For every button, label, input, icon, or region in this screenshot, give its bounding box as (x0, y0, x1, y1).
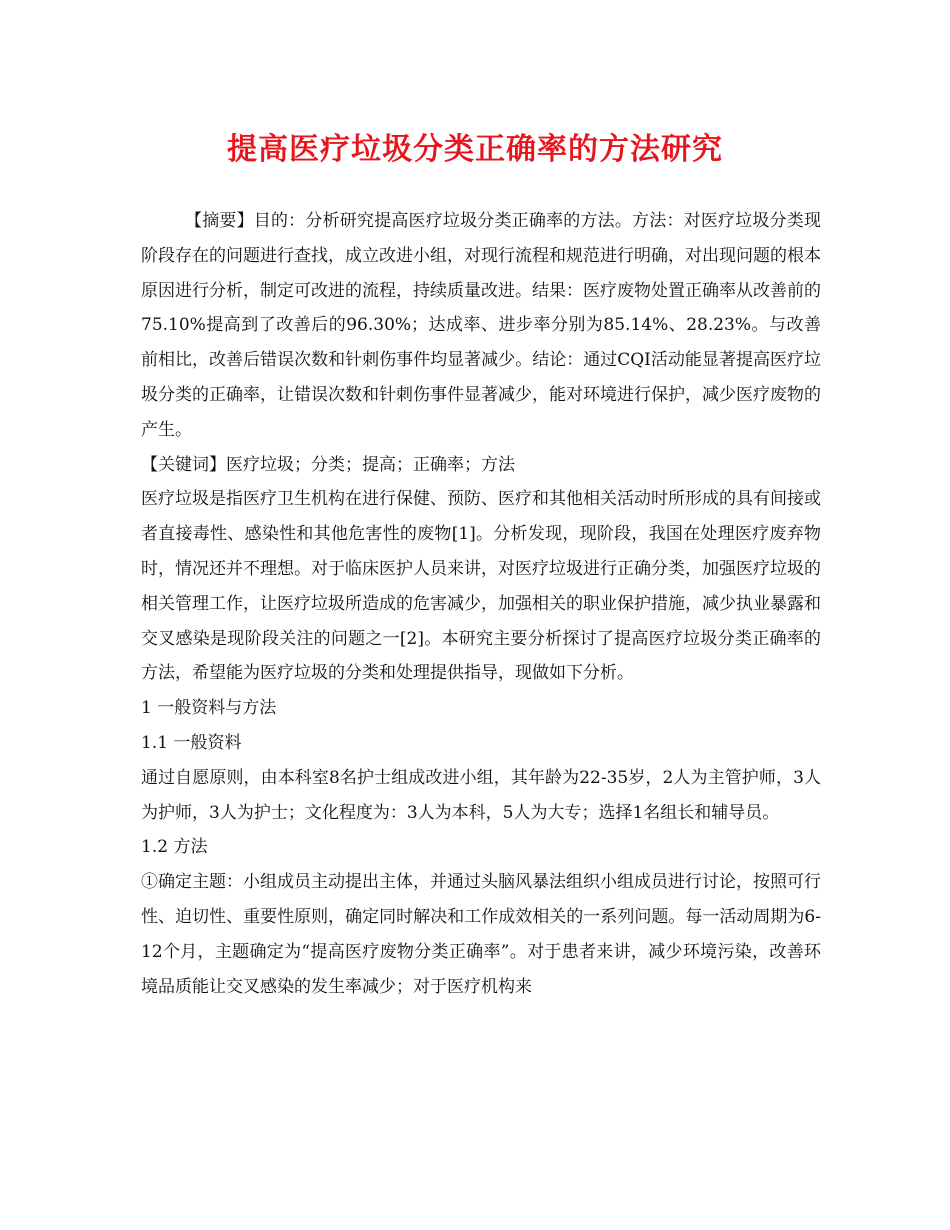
intro-paragraph: 医疗垃圾是指医疗卫生机构在进行保健、预防、医疗和其他相关活动时所形成的具有间接或者直接毒性、感染性和其他危害性的废物[1]。分析发现，现阶段，我国在处理医疗废弃物时，情况还并不理想。对于临床医护人员来讲，对医疗垃圾进行正确分类，加强医疗垃圾的相关管理工作，让医疗垃圾所造成的危害减少，加强相关的职业保护措施，减少执业暴露和交叉感染是现阶段关注的问题之一[2]。本研究主要分析探讨了提高医疗垃圾分类正确率的方法，希望能为医疗垃圾的分类和处理提供指导，现做如下分析。 (141, 489, 821, 684)
document-title: 提高医疗垃圾分类正确率的方法研究 (227, 132, 723, 167)
subsection-heading: 1.1 一般资料 (141, 732, 242, 753)
abstract-paragraph: 【摘要】目的：分析研究提高医疗垃圾分类正确率的方法。方法：对医疗垃圾分类现阶段存在的问题进行查找，成立改进小组，对现行流程和规范进行明确，对出现问题的根本原因进行分析，制定可改进的流程，持续质量改进。结果：医疗废物处置正确率从改善前的75.10%提高到了改善后的96.30%；达成率、进步率分别为85.14%、28.23%。与改善前相比，改善后错误次数和针刺伤事件均显著减少。结论：通过CQI活动能显著提高医疗垃圾分类的正确率，让错误次数和针刺伤事件显著减少，能对环境进行保护，减少医疗废物的产生。 (141, 211, 821, 440)
document-body (141, 204, 821, 1004)
subsection-heading: 1.2 方法 (141, 837, 208, 858)
keywords-paragraph: 【关键词】医疗垃圾；分类；提高；正确率；方法 (141, 454, 515, 475)
method-paragraph: ①确定主题：小组成员主动提出主体，并通过头脑风暴法组织小组成员进行讨论，按照可行性、迫切性、重要性原则，确定同时解决和工作成效相关的一系列问题。每一活动周期为6-12个月，主题确定为“提高医疗废物分类正确率”。对于患者来讲，减少环境污染，改善环境品质能让交叉感染的发生率减少；对于医疗机构来 (141, 872, 821, 997)
section-heading: 1 一般资料与方法 (141, 698, 277, 719)
general-info-paragraph: 通过自愿原则，由本科室8名护士组成改进小组，其年龄为22-35岁，2人为主管护师，3人为护师，3人为护士；文化程度为：3人为本科，5人为大专；选择1名组长和辅导员。 (141, 767, 821, 823)
